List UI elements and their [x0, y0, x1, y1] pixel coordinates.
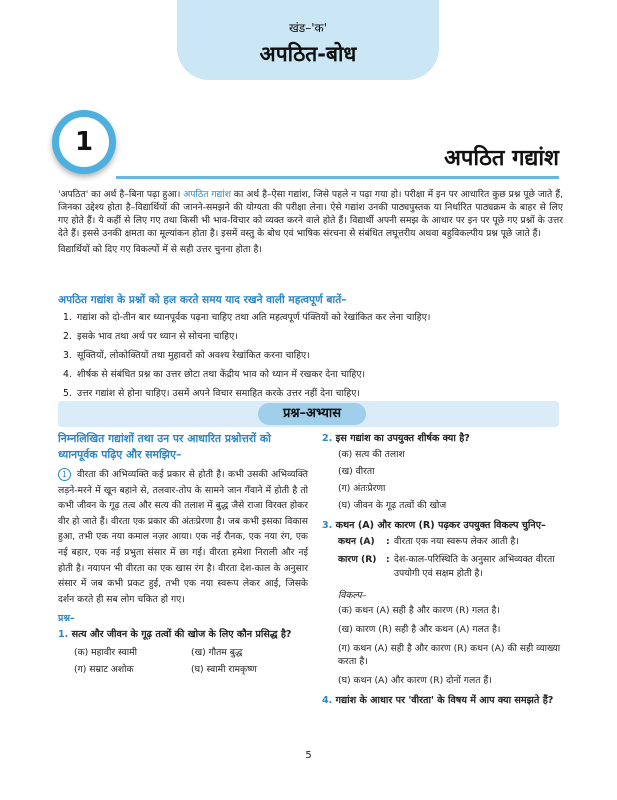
chapter-number-badge — [52, 110, 116, 174]
intro-paragraph-1 — [58, 188, 563, 240]
intro-highlight: अपठित गद्यांश — [183, 189, 231, 200]
option: (ख) वीरता — [338, 466, 375, 477]
question-2: 2. इस गद्यांश का उपयुक्त शीर्षक क्या है? — [322, 433, 470, 444]
option: (घ) कथन (A) और कारण (R) दोनों गलत हैं। — [338, 675, 492, 686]
passage-number: 1 — [58, 468, 71, 481]
important-points-heading: अपठित गद्यांश के प्रश्नों को हल करते समय याद रखने वाली महत्वपूर्ण बातें– — [58, 294, 347, 306]
list-item: 5. उत्तर गद्यांश से होना चाहिए। उसमें अपने विचार समाहित करके उत्तर नहीं देना चाहिए। — [63, 388, 360, 399]
assertion-text: वीरता एक नया स्वरूप लेकर आती है। — [394, 536, 519, 547]
option: (ख) कारण (R) सही है और कथन (A) गलत है। — [338, 624, 501, 635]
right-column — [322, 431, 562, 708]
question-3-options — [322, 604, 562, 687]
assertion-row: कथन (A) : वीरता एक नया स्वरूप लेकर आती है। — [338, 536, 519, 547]
reason-label: कारण (R) — [338, 554, 377, 565]
question-3: 3. कथन (A) और कारण (R) पढ़कर उपयुक्त विकल्प चुनिए– — [322, 520, 546, 531]
practice-band — [58, 401, 559, 427]
question-1-options — [58, 645, 308, 675]
option: (ख) गौतम बुद्ध — [191, 647, 243, 659]
intro-paragraph-2: विद्यार्थियों को दिए गए विकल्पों में से सही उत्तर चुनना होता है। — [58, 244, 262, 255]
assertion-label: कथन (A) — [338, 536, 375, 547]
intro-p1-rest: का अर्थ है–ऐसा गद्यांश, जिसे पहले न पढ़ा गया हो। परीक्षा में इन पर आधारित कुछ प्रश्न पूछे जाते हैं, जिनका उद्देश्य होता है–विद्यार्थियों की जानने-समझने की योग्यता की परीक्षा लेना। ऐसे गद्यांश उनकी पाठ्यपुस्तक या निर्धारित पाठ्यक्रम के बाहर से लिए गए होते हैं। ये कहीं से लिए गए तथा किसी भी भाव-विचार को व्यक्त करने वाले होते हैं। विद्यार्थी अपनी समझ के आधार पर इन पर पूछे गए प्रश्नों के उत्तर देते हैं। इससे उनकी क्षमता का मूल्यांकन होता है। इसमें वस्तु के बोध एवं भाषिक संरचना से संबंधित लघूत्तरीय अथवा बहुविकल्पीय प्रश्न पूछे जाते हैं। — [58, 189, 564, 239]
question-2-options — [322, 446, 562, 514]
chapter-number: 1 — [59, 117, 109, 167]
option: (ग) सम्राट अशोक — [74, 664, 134, 676]
option: (घ) स्वामी रामकृष्ण — [191, 664, 257, 676]
list-item: 2. इसके भाव तथा अर्थ पर ध्यान से सोचना चाहिए। — [63, 331, 238, 342]
passage-text: वीरता की अभिव्यक्ति कई प्रकार से होती है। कभी उसकी अभिव्यक्ति लड़ने-मरने में खून बहाने से, तलवार-तोप के सामने जान गँवाने में होती है तो कभी जीवन के गूढ़ तत्व और सत्य की तलाश में बुद्ध जैसे राजा विरक्त होकर वीर हो जाते हैं। वीरता एक प्रकार की अंतःप्रेरणा है। जब कभी इसका विकास हुआ, तभी एक नया कमाल नज़र आया। एक नई रौनक, एक नया रंग, एक नई बहार, एक नई प्रभुता संसार में छा गई। वीरता हमेशा निराली और नई होती है। नयापन भी वीरता का एक खास रंग है। वीरता देश-काल के अनुसार संसार में जब कभी प्रकट हुई, तभी एक नया स्वरूप लेकर आई, जिसके दर्शन करते ही सब लोग चकित हो गए। — [58, 469, 308, 605]
list-item: 1. गद्यांश को दो-तीन बार ध्यानपूर्वक पढ़ना चाहिए तथा अति महत्वपूर्ण पंक्तियों को रेखांकित कर लेना चाहिए। — [63, 312, 431, 323]
reason-row: कारण (R) : देश-काल-परिस्थिति के अनुसार अभिव्यक्त वीरता उपयोगी एवं सक्षम होती है। — [322, 553, 562, 581]
reason-text: देश-काल-परिस्थिति के अनुसार अभिव्यक्त वीरता उपयोगी एवं सक्षम होती है। — [394, 554, 555, 579]
list-item: 3. सूक्तियों, लोकोक्तियों तथा मुहावरों को अवश्य रेखांकित करना चाहिए। — [63, 350, 310, 361]
passage — [58, 467, 308, 607]
section-header-tab — [177, 0, 439, 80]
option: (ग) कथन (A) सही है और कारण (R) कथन (A) की सही व्याख्या करता है। — [338, 643, 561, 667]
intro-text — [58, 188, 563, 259]
option: (ग) अंतःप्रेरणा — [338, 483, 386, 494]
practice-heading: प्रश्न–अभ्यास — [258, 403, 366, 425]
chapter-title: अपठित गद्यांश — [444, 146, 559, 171]
left-column — [58, 431, 308, 675]
section-title: अपठित-बोध — [259, 42, 357, 66]
practice-instruction: निम्नलिखित गद्यांशों तथा उन पर आधारित प्रश्नोत्तरों को ध्यानपूर्वक पढ़िए और समझिए– — [58, 432, 271, 461]
intro-p1-start: 'अपठित' का अर्थ है–बिना पढ़ा हुआ। — [58, 189, 181, 200]
question-4: 4. गद्यांश के आधार पर 'वीरता' के विषय में आप क्या समझते हैं? — [322, 695, 554, 706]
page-number: 5 — [305, 750, 312, 761]
question-1: 1. सत्य और जीवन के गूढ़ तत्वों की खोज के लिए कौन प्रसिद्ध है? — [58, 629, 292, 641]
options-label: विकल्प– — [338, 590, 367, 601]
option: (क) महावीर स्वामी — [74, 647, 137, 659]
chapter-title-rule — [116, 176, 559, 179]
option: (घ) जीवन के गूढ़ तत्वों की खोज — [338, 500, 447, 511]
important-points-list — [58, 310, 563, 405]
section-label: खंड–'क' — [288, 21, 328, 35]
option: (क) कथन (A) सही है और कारण (R) गलत है। — [338, 605, 500, 616]
questions-label: प्रश्न– — [58, 613, 75, 625]
option: (क) सत्य की तलाश — [338, 449, 405, 460]
list-item: 4. शीर्षक से संबंधित प्रश्न का उत्तर छोटा तथा केंद्रीय भाव को ध्यान में रखकर देना चाहिए। — [63, 369, 365, 380]
